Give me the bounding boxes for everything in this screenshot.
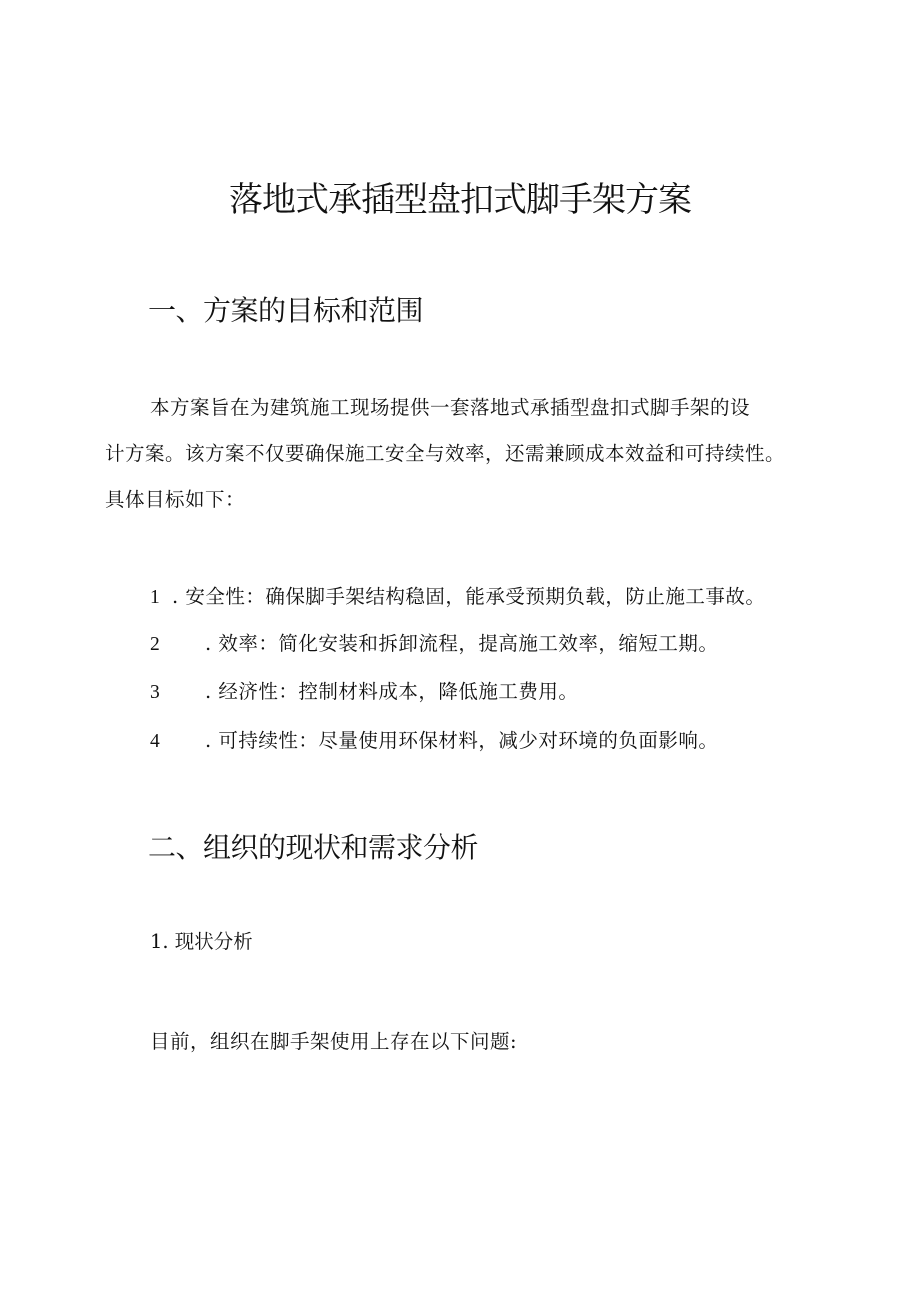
intro-paragraph-line-1: 本方案旨在为建筑施工现场提供一套落地式承插型盘扣式脚手架的设	[150, 396, 751, 419]
goal-number: 3	[150, 682, 160, 703]
goal-number: 4	[150, 731, 160, 752]
goal-list-item	[150, 729, 718, 754]
intro-paragraph-line-3: 具体目标如下：	[105, 488, 246, 511]
goal-text: . 经济性：控制材料成本，降低施工费用。	[205, 680, 579, 703]
status-paragraph: 目前，组织在脚手架使用上存在以下问题:	[150, 1030, 518, 1053]
goal-text: . 安全性：确保脚手架结构稳固，能承受预期负载，防止施工事故。	[172, 585, 766, 608]
subsection-heading-status: 1. 现状分析	[150, 930, 253, 953]
goal-text: . 可持续性：尽量使用环保材料，减少对环境的负面影响。	[205, 729, 719, 752]
goal-number: 2	[150, 634, 160, 655]
section-heading-goals: 一、方案的目标和范围	[148, 294, 424, 327]
document-title: 落地式承插型盘扣式脚手架方案	[229, 180, 691, 220]
goal-number: 1	[150, 587, 160, 608]
intro-paragraph-line-2: 计方案。该方案不仅要确保施工安全与效率，还需兼顾成本效益和可持续性。	[105, 442, 786, 465]
goal-list-item	[150, 585, 765, 610]
goal-list-item	[150, 680, 578, 705]
section-heading-analysis: 二、组织的现状和需求分析	[148, 831, 479, 864]
goal-list-item	[150, 632, 718, 657]
goal-text: . 效率：简化安装和拆卸流程，提高施工效率，缩短工期。	[205, 632, 719, 655]
